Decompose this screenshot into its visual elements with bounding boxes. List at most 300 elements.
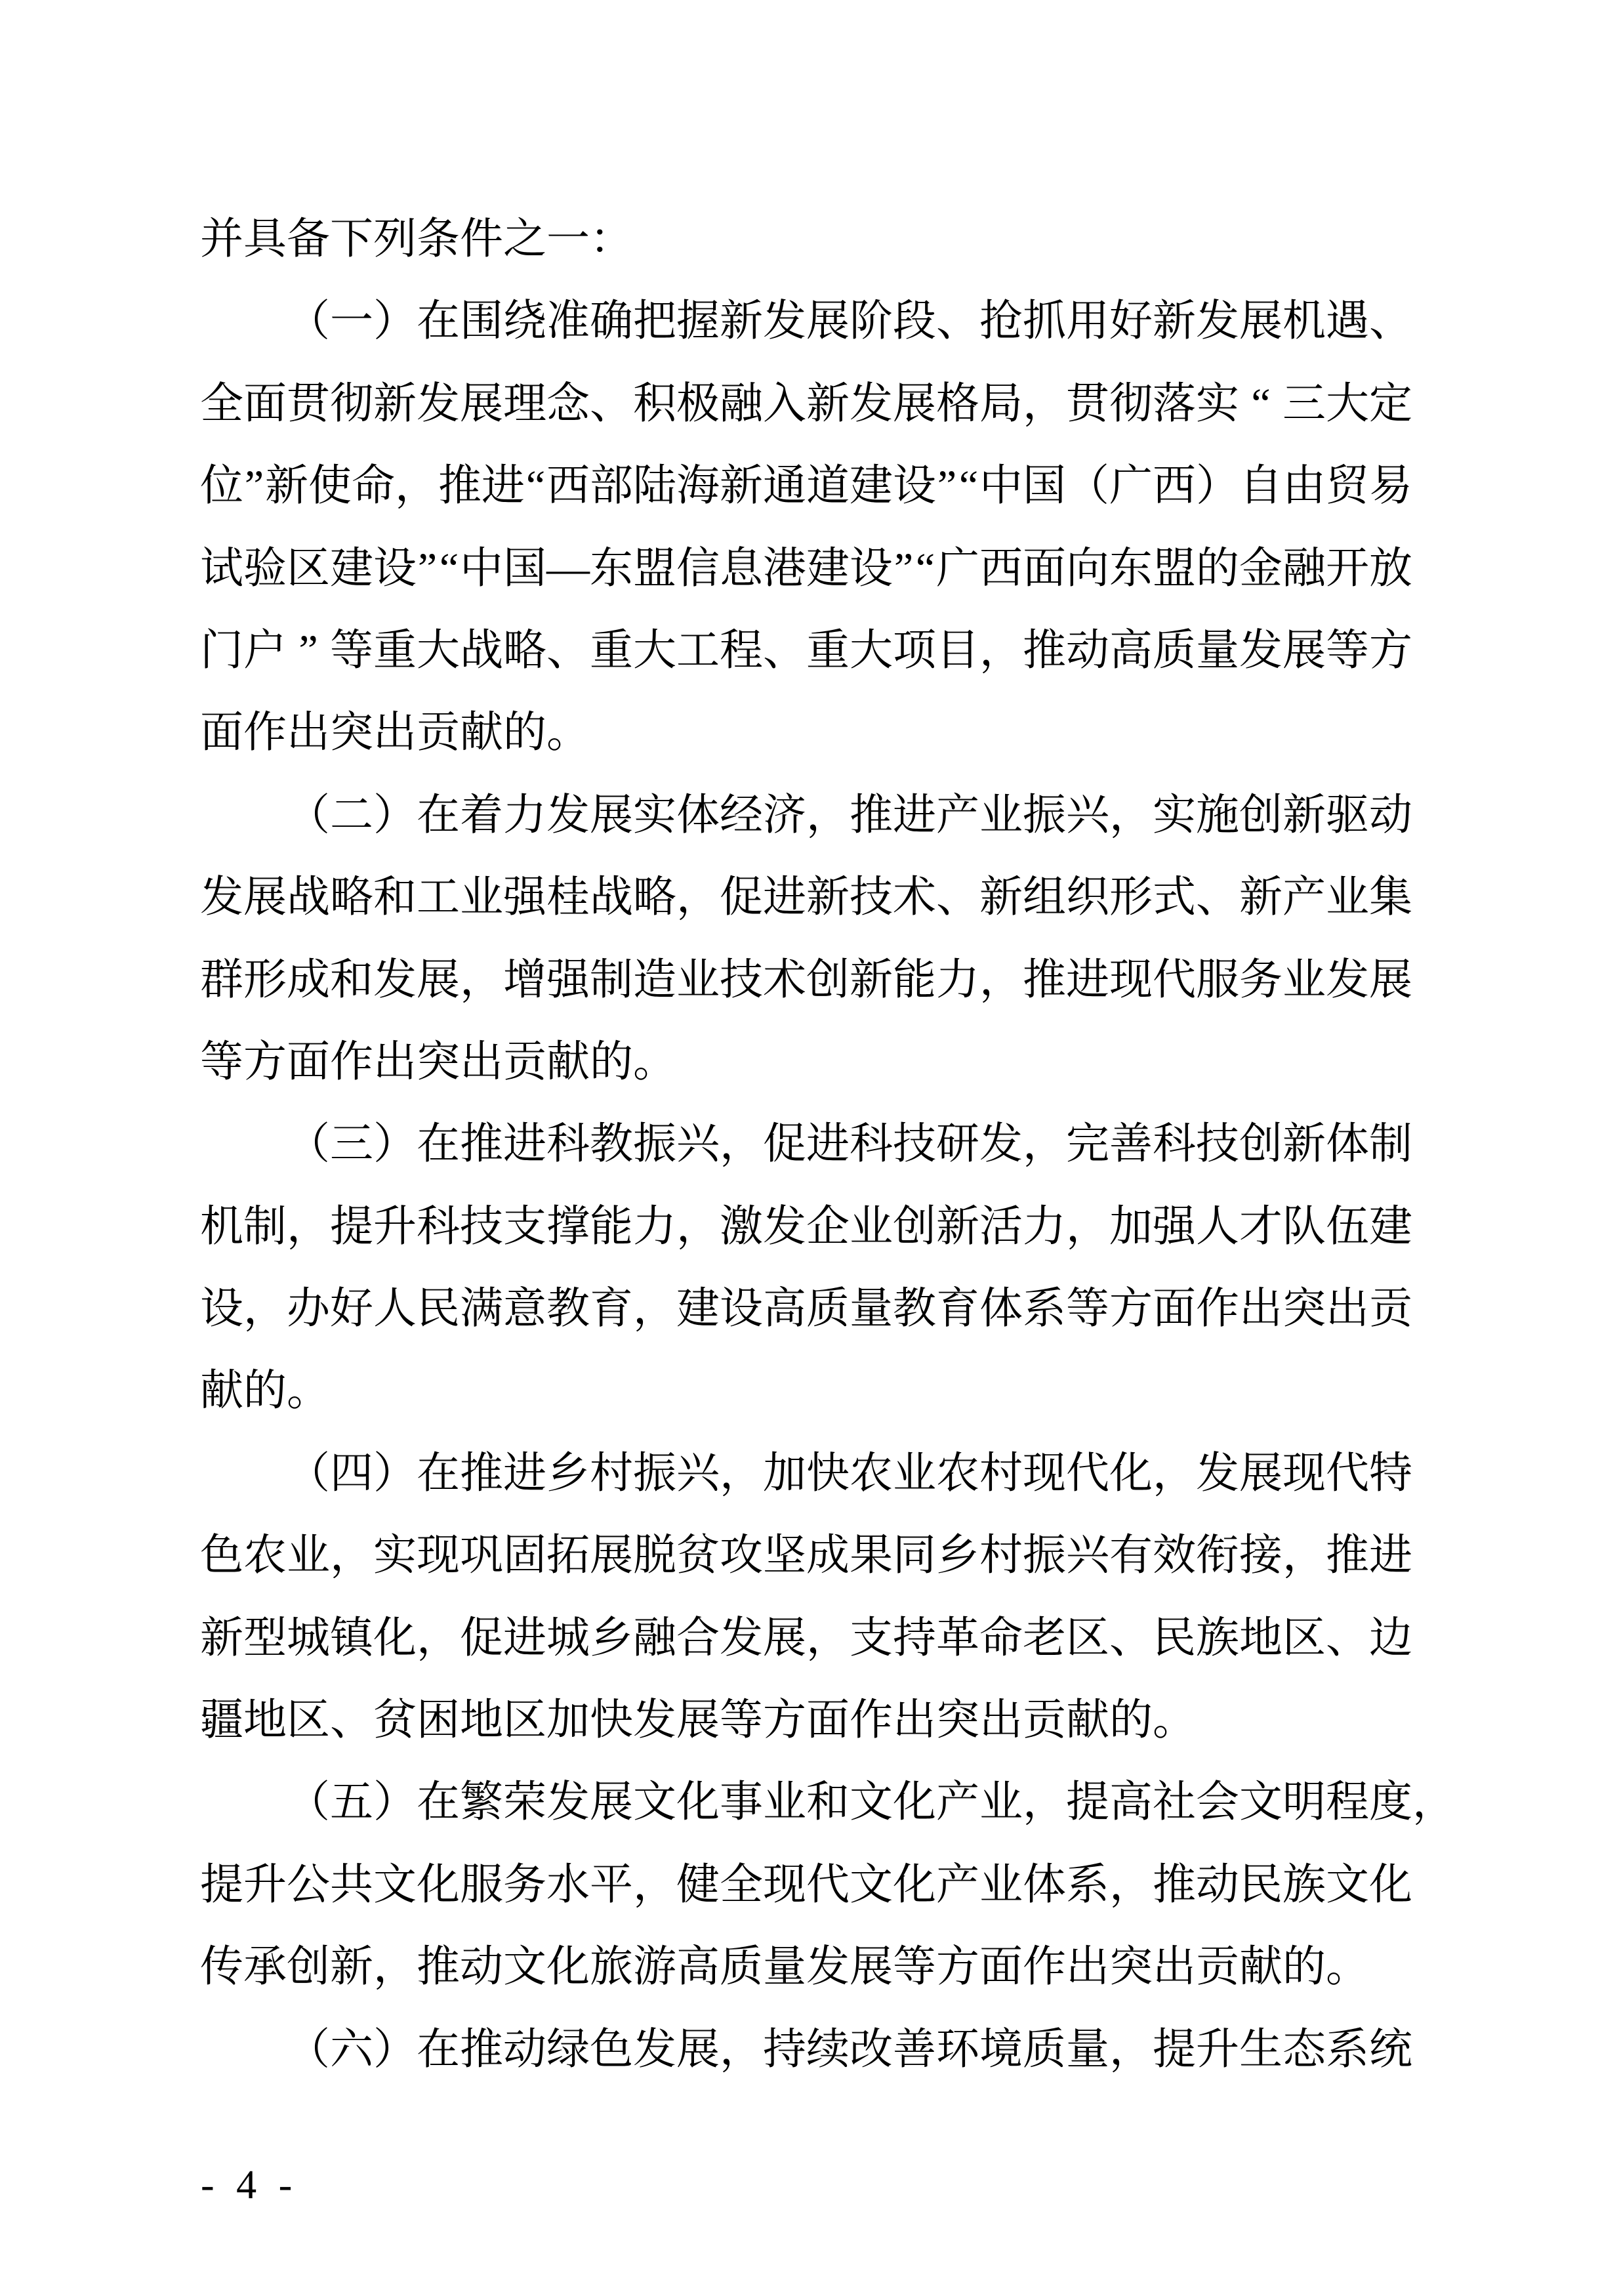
character: 巩	[460, 1532, 503, 1580]
character: 方	[936, 1943, 979, 1992]
character: 促	[720, 873, 763, 922]
character: 疆	[200, 1696, 243, 1745]
character: 制	[243, 1202, 287, 1251]
character: 三	[1282, 379, 1326, 428]
character: 质	[1153, 626, 1196, 675]
character: 特	[1369, 1449, 1412, 1497]
character: 推	[1023, 626, 1066, 675]
character: ）	[373, 1120, 417, 1169]
character: 略	[633, 873, 676, 922]
character: 阶	[850, 297, 893, 346]
text-line	[200, 215, 1412, 300]
character: ，	[1282, 1532, 1326, 1580]
character: 体	[979, 1285, 1023, 1333]
character: 盟	[1153, 544, 1196, 593]
character: 力	[1023, 1202, 1066, 1251]
character: 共	[330, 1860, 373, 1909]
character: 业	[893, 1449, 936, 1497]
character: 发	[200, 873, 243, 922]
character: 高	[676, 1943, 720, 1992]
character: ，	[1109, 2025, 1153, 2074]
character: ，	[1153, 1449, 1196, 1497]
text-line	[200, 1037, 1412, 1123]
character: 念	[546, 379, 590, 428]
character: 化	[546, 1943, 590, 1992]
character: 公	[287, 1860, 330, 1909]
character: 作	[850, 1696, 893, 1745]
character: 重	[806, 626, 850, 675]
character: 融	[633, 1614, 676, 1662]
character: 驱	[1326, 791, 1369, 839]
character: 研	[936, 1120, 979, 1169]
character: 金	[1239, 544, 1282, 593]
character: ”	[893, 544, 914, 593]
character: 等	[1066, 1285, 1109, 1333]
character: 出	[373, 1037, 417, 1086]
character: 发	[1239, 626, 1282, 675]
character: 设	[200, 1285, 243, 1333]
character: 攻	[720, 1532, 763, 1580]
character: 方	[763, 1696, 806, 1745]
character: 进	[1066, 955, 1109, 1004]
character: （	[287, 2025, 330, 2074]
character: 工	[676, 626, 720, 675]
character: 合	[676, 1614, 720, 1662]
character: 、	[936, 873, 979, 922]
character: 企	[806, 1202, 850, 1251]
character: 民	[1153, 1614, 1196, 1662]
text-line	[200, 626, 1412, 711]
character: 传	[200, 1943, 243, 1992]
character: 、	[1196, 873, 1239, 922]
character: 户	[243, 626, 287, 675]
character: 老	[1023, 1614, 1066, 1662]
character: 激	[720, 1202, 763, 1251]
character: 发	[1326, 955, 1369, 1004]
character: 新	[1282, 1120, 1326, 1169]
character: 战	[287, 873, 330, 922]
character: 入	[763, 379, 806, 428]
character: “	[915, 544, 935, 593]
character: 化	[893, 1860, 936, 1909]
character: 面	[1153, 1285, 1196, 1333]
character: 方	[1369, 626, 1412, 675]
character: 振	[1023, 1532, 1066, 1580]
character: 国	[1023, 462, 1066, 511]
character: （	[287, 791, 330, 839]
character: 强	[1153, 1202, 1196, 1251]
character: 边	[1369, 1614, 1412, 1662]
character: 易	[1369, 462, 1412, 511]
character: —	[546, 544, 590, 593]
character: 撑	[546, 1202, 590, 1251]
text-line	[200, 1860, 1412, 1946]
character: 程	[720, 626, 763, 675]
character: 融	[1282, 544, 1326, 593]
character: 创	[1239, 791, 1282, 839]
character: 支	[503, 1202, 546, 1251]
character: 展	[763, 1614, 806, 1662]
character: 建	[330, 544, 373, 593]
character: 新	[1282, 791, 1326, 839]
character: 繁	[460, 1778, 503, 1827]
character: 验	[243, 544, 287, 593]
character: 出	[287, 709, 330, 757]
character: 东	[1109, 544, 1153, 593]
character: 技	[850, 873, 893, 922]
character: 代	[1326, 1449, 1369, 1497]
character: 西	[546, 462, 590, 511]
character: 文	[373, 1860, 417, 1909]
character: 展	[590, 1778, 633, 1827]
character: 方	[1109, 1285, 1153, 1333]
character: 展	[590, 1532, 633, 1580]
character: 地	[243, 1696, 287, 1745]
text-line	[200, 544, 1412, 629]
character: 机	[200, 1202, 243, 1251]
character: 村	[979, 1532, 1023, 1580]
character: 贡	[417, 709, 460, 757]
text-line	[200, 462, 1412, 547]
character: 地	[1239, 1614, 1282, 1662]
character: 面	[200, 709, 243, 757]
character: 围	[460, 297, 503, 346]
character: 广	[936, 544, 979, 593]
character: 融	[720, 379, 763, 428]
character: ）	[373, 791, 417, 839]
character: 提	[1066, 1778, 1109, 1827]
character: 育	[590, 1285, 633, 1333]
character: 创	[893, 1202, 936, 1251]
character: 发	[763, 1202, 806, 1251]
character: 位	[200, 462, 243, 511]
character: 制	[590, 955, 633, 1004]
character: 突	[330, 709, 373, 757]
character: 等	[893, 1943, 936, 1992]
character: 农	[936, 1449, 979, 1497]
character: 战	[460, 626, 503, 675]
character: 重	[373, 626, 417, 675]
character: 面	[287, 1037, 330, 1086]
character: 量	[763, 1943, 806, 1992]
character: 人	[1196, 1202, 1239, 1251]
character: 创	[806, 955, 850, 1004]
character: 推	[1326, 1532, 1369, 1580]
character: ，	[720, 1120, 763, 1169]
character: 济	[763, 791, 806, 839]
character: ，	[395, 462, 438, 511]
character: 完	[1066, 1120, 1109, 1169]
character: 区	[1066, 1614, 1109, 1662]
character: 展	[850, 1943, 893, 1992]
character: 集	[1369, 873, 1412, 922]
character: 列	[373, 215, 417, 263]
character: 化	[676, 1778, 720, 1827]
character: 化	[417, 1860, 460, 1909]
character: 段	[893, 297, 936, 346]
character: 现	[763, 1860, 806, 1909]
character: 服	[1196, 955, 1239, 1004]
text-line	[200, 711, 1412, 793]
character: 等	[720, 1696, 763, 1745]
character: ，	[676, 873, 720, 922]
character: 民	[417, 1285, 460, 1333]
character: 新	[936, 1202, 979, 1251]
document-body-text	[200, 215, 1456, 2110]
character: ，	[979, 955, 1023, 1004]
character: 区	[1282, 1614, 1326, 1662]
character: 业	[460, 873, 503, 922]
character: 化	[1369, 1860, 1412, 1909]
character: 全	[720, 1860, 763, 1909]
character: 提	[1153, 2025, 1196, 2074]
character: 命	[352, 462, 395, 511]
character: 族	[1196, 1614, 1239, 1662]
character: ，	[373, 1943, 417, 1992]
character: 系	[1023, 1285, 1066, 1333]
character: 业	[979, 791, 1023, 839]
character: 服	[460, 1860, 503, 1909]
character: 献	[460, 709, 503, 757]
character: 出	[1153, 1943, 1196, 1992]
character: 展	[590, 791, 633, 839]
character: 大	[850, 626, 893, 675]
character: 落	[1153, 379, 1196, 428]
character: 设	[850, 544, 893, 593]
character: 建	[806, 544, 850, 593]
character: 下	[330, 215, 373, 263]
character: 创	[287, 1943, 330, 1992]
character: 进	[482, 462, 525, 511]
character: 文	[1326, 1860, 1369, 1909]
character: 量	[1196, 626, 1239, 675]
character: 突	[417, 1037, 460, 1086]
character: 。	[546, 709, 590, 757]
character: 备	[287, 215, 330, 263]
character: 能	[893, 955, 936, 1004]
character: （	[287, 1778, 330, 1827]
character: 贡	[1369, 1285, 1412, 1333]
character: 等	[330, 626, 373, 675]
character: ，	[1412, 1778, 1456, 1827]
character: 善	[893, 2025, 936, 2074]
character: 质	[1023, 2025, 1066, 2074]
character: 、	[1369, 297, 1412, 346]
character: ，	[1109, 791, 1153, 839]
character: 实	[633, 791, 676, 839]
character: 持	[763, 2025, 806, 2074]
character: 有	[1109, 1532, 1153, 1580]
character: 一	[330, 297, 373, 346]
character: 面	[979, 1943, 1023, 1992]
character: ”	[244, 462, 264, 511]
character: 发	[546, 791, 590, 839]
character: 推	[1153, 1860, 1196, 1909]
character: ，	[720, 1449, 763, 1497]
character: 成	[806, 1532, 850, 1580]
character: 量	[1066, 2025, 1109, 2074]
character: 发	[417, 379, 460, 428]
character: 目	[936, 626, 979, 675]
character: 实	[1153, 791, 1196, 839]
character: 业	[1326, 873, 1369, 922]
character: 盟	[633, 544, 676, 593]
character: 产	[936, 791, 979, 839]
character: 局	[979, 379, 1023, 428]
character: ，	[1023, 379, 1066, 428]
character: 促	[763, 1120, 806, 1169]
character: 教	[590, 1120, 633, 1169]
character: 创	[1239, 1120, 1282, 1169]
character: 大	[417, 626, 460, 675]
character: 技	[460, 1202, 503, 1251]
character: 大	[633, 626, 676, 675]
character: 新	[373, 379, 417, 428]
character: “	[525, 462, 546, 511]
character: 施	[1196, 791, 1239, 839]
character: ，	[633, 1860, 676, 1909]
character: ”	[937, 462, 957, 511]
character: 文	[850, 1860, 893, 1909]
character: ）	[373, 297, 417, 346]
text-line	[200, 873, 1412, 958]
character: 效	[1153, 1532, 1196, 1580]
character: 准	[546, 297, 590, 346]
character: 息	[720, 544, 763, 593]
character: 技	[720, 955, 763, 1004]
character: 衔	[1196, 1532, 1239, 1580]
character: 续	[806, 2025, 850, 2074]
character: 把	[633, 297, 676, 346]
character: ”	[417, 544, 438, 593]
character: 握	[676, 297, 720, 346]
character: 新	[330, 1943, 373, 1992]
character: 村	[979, 1449, 1023, 1497]
character: 乡	[590, 1614, 633, 1662]
character: 新	[850, 955, 893, 1004]
character: 动	[460, 1943, 503, 1992]
character: 型	[243, 1614, 287, 1662]
character: 展	[676, 1696, 720, 1745]
character: 展	[1239, 297, 1282, 346]
character: ”	[298, 626, 318, 675]
character: 的	[243, 1367, 287, 1415]
character: 动	[503, 2025, 546, 2074]
character: 育	[936, 1285, 979, 1333]
character: 革	[936, 1614, 979, 1662]
character: 农	[850, 1449, 893, 1497]
character: 科	[417, 1202, 460, 1251]
character: ，	[417, 1614, 460, 1662]
character: 加	[763, 1449, 806, 1497]
character: ，	[1066, 1202, 1109, 1251]
character: 贯	[1066, 379, 1109, 428]
character: 活	[979, 1202, 1023, 1251]
character: 发	[373, 955, 417, 1004]
character: 坚	[763, 1532, 806, 1580]
character: 出	[979, 1696, 1023, 1745]
character: 六	[330, 2025, 373, 2074]
character: 展	[1369, 955, 1412, 1004]
character: 强	[503, 873, 546, 922]
character: “	[1251, 379, 1271, 428]
text-line	[200, 1778, 1456, 1863]
character: 形	[1109, 873, 1153, 922]
character: 贸	[1326, 462, 1369, 511]
character: 出	[1239, 1285, 1282, 1333]
character: 建	[676, 1285, 720, 1333]
character: 形	[243, 955, 287, 1004]
character: 能	[590, 1202, 633, 1251]
character: 工	[417, 873, 460, 922]
character: 贯	[287, 379, 330, 428]
character: 现	[1282, 1449, 1326, 1497]
character: 村	[590, 1449, 633, 1497]
character: 程	[1326, 1778, 1369, 1827]
character: 发	[546, 1778, 590, 1827]
character: 高	[763, 1285, 806, 1333]
character: 乡	[936, 1532, 979, 1580]
character: 系	[1326, 2025, 1369, 2074]
character: 业	[979, 1778, 1023, 1827]
character: 科	[1153, 1120, 1196, 1169]
character: 件	[460, 215, 503, 263]
character: ，	[330, 1532, 373, 1580]
character: 出	[373, 709, 417, 757]
character: 化	[373, 1614, 417, 1662]
character: 体	[1326, 1120, 1369, 1169]
character: 作	[243, 709, 287, 757]
character: 制	[1369, 1120, 1412, 1169]
character: 作	[1196, 1285, 1239, 1333]
character: 发	[1196, 297, 1239, 346]
character: 放	[1369, 544, 1412, 593]
character: 升	[1196, 2025, 1239, 2074]
character: 和	[330, 955, 373, 1004]
character: 动	[1369, 791, 1412, 839]
character: 产	[936, 1778, 979, 1827]
character: 的	[503, 709, 546, 757]
character: 力	[503, 791, 546, 839]
character: 接	[1239, 1532, 1282, 1580]
character: 提	[200, 1860, 243, 1909]
character: 新	[1239, 873, 1282, 922]
character: 态	[1282, 2025, 1326, 2074]
character: 支	[850, 1614, 893, 1662]
character: 。	[633, 1037, 676, 1086]
character: 新	[806, 379, 850, 428]
character: 办	[287, 1285, 330, 1333]
character: ，	[1023, 1778, 1066, 1827]
character: 条	[417, 215, 460, 263]
character: ，	[287, 1202, 330, 1251]
character: 抢	[979, 297, 1023, 346]
character: 实	[373, 1532, 417, 1580]
text-line	[200, 1202, 1412, 1287]
text-line	[200, 297, 1412, 382]
character: 使	[308, 462, 352, 511]
character: ）	[1196, 462, 1239, 511]
character: 的	[1196, 544, 1239, 593]
character: 等	[200, 1037, 243, 1086]
character: 贡	[1023, 1696, 1066, 1745]
character: 平	[590, 1860, 633, 1909]
character: ）	[373, 1778, 417, 1827]
character: 发	[979, 1120, 1023, 1169]
character: 提	[330, 1202, 373, 1251]
character: 在	[417, 1449, 460, 1497]
text-line	[200, 1943, 1412, 2028]
